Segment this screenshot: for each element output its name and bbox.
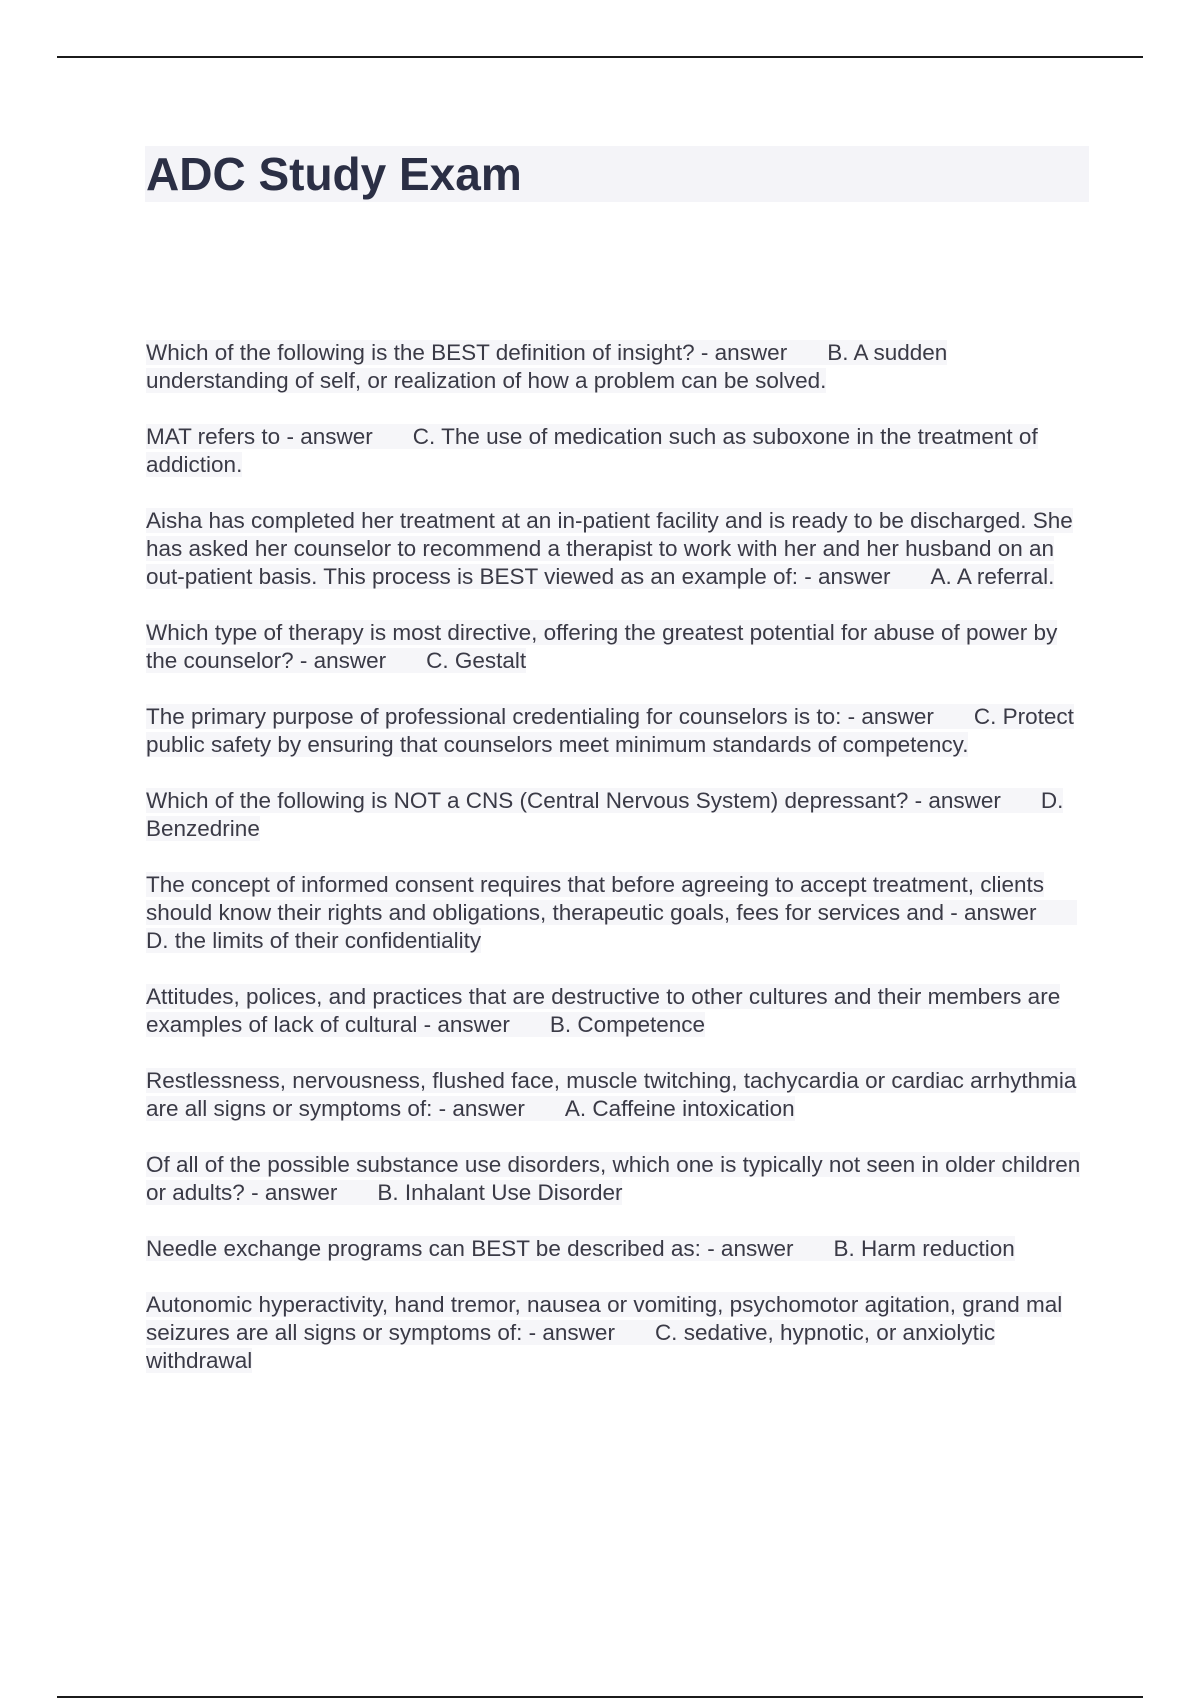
question-text: Aisha has completed her treatment at an in-patient facility and is ready to be discharged. She has asked her counselor to recommend a therapist to work with her and her husband on an out-patient basis. This process is BEST viewed as an example of: (146, 508, 1073, 589)
question-text: Which of the following is the BEST definition of insight? (146, 340, 695, 365)
question-text: Restlessness, nervousness, flushed face, muscle twitching, tachycardia or cardiac arrhythmia are all signs or symptoms of: (146, 1068, 1077, 1121)
question-text: Autonomic hyperactivity, hand tremor, nausea or vomiting, psychomotor agitation, grand mal seizures are all signs or symptoms of: (146, 1292, 1063, 1345)
answer-separator: - answer (707, 1236, 794, 1261)
answer-separator: - answer (438, 1096, 525, 1121)
answer-separator: - answer (914, 788, 1001, 813)
qa-item (146, 1067, 1092, 1123)
answer-text: C. Gestalt (426, 648, 527, 673)
question-text: Of all of the possible substance use disorders, which one is typically not seen in older children or adults? (146, 1152, 1081, 1205)
page-title: ADC Study Exam (146, 148, 522, 200)
answer-separator: - answer (299, 648, 387, 673)
qa-item (146, 507, 1092, 591)
question-text: Which of the following is NOT a CNS (Central Nervous System) depressant? (146, 788, 909, 813)
answer-text: B. A sudden understanding of self, or realization of how a problem can be solved. (146, 340, 948, 393)
question-text: Needle exchange programs can BEST be described as: (146, 1236, 701, 1261)
qa-item (146, 1151, 1092, 1207)
answer-separator: - answer (950, 900, 1037, 925)
answer-separator: - answer (251, 1180, 338, 1205)
question-text: Which type of therapy is most directive, offering the greatest potential for abuse of power by the counselor? (146, 620, 1058, 673)
question-text: The primary purpose of professional credentialing for counselors is to: (146, 704, 842, 729)
question-text: The concept of informed consent requires that before agreeing to accept treatment, clients should know their rights and obligations, therapeutic goals, fees for services and (146, 872, 1045, 925)
answer-separator: - answer (286, 424, 373, 449)
qa-item (146, 619, 1092, 675)
answer-text: B. Competence (549, 1012, 706, 1037)
qa-item (146, 423, 1092, 479)
qa-item (146, 787, 1092, 843)
answer-text: D. Benzedrine (146, 788, 1064, 841)
answer-text: C. sedative, hypnotic, or anxiolytic withdrawal (146, 1320, 996, 1373)
answer-text: A. A referral. (930, 564, 1055, 589)
answer-text: A. Caffeine intoxication (564, 1096, 795, 1121)
answer-text: D. the limits of their confidentiality (146, 928, 482, 953)
answer-separator: - answer (423, 1012, 510, 1037)
answer-text: B. Harm reduction (833, 1236, 1015, 1261)
answer-text: B. Inhalant Use Disorder (377, 1180, 623, 1205)
answer-separator: - answer (528, 1320, 615, 1345)
qa-list (146, 339, 1092, 1403)
qa-item (146, 1235, 1092, 1263)
question-text: Attitudes, polices, and practices that are destructive to other cultures and their members are examples of lack of cultural (146, 984, 1061, 1037)
qa-item (146, 983, 1092, 1039)
qa-item (146, 871, 1092, 955)
qa-item (146, 703, 1092, 759)
top-rule (57, 56, 1143, 58)
answer-separator: - answer (847, 704, 934, 729)
answer-separator: - answer (804, 564, 891, 589)
answer-text: C. The use of medication such as suboxone in the treatment of addiction. (146, 424, 1038, 477)
qa-item (146, 1291, 1092, 1375)
answer-separator: - answer (700, 340, 788, 365)
qa-item (146, 339, 1092, 395)
answer-text: C. Protect public safety by ensuring that counselors meet minimum standards of competency. (146, 704, 1074, 757)
bottom-rule (57, 1696, 1143, 1698)
question-text: MAT refers to (146, 424, 281, 449)
